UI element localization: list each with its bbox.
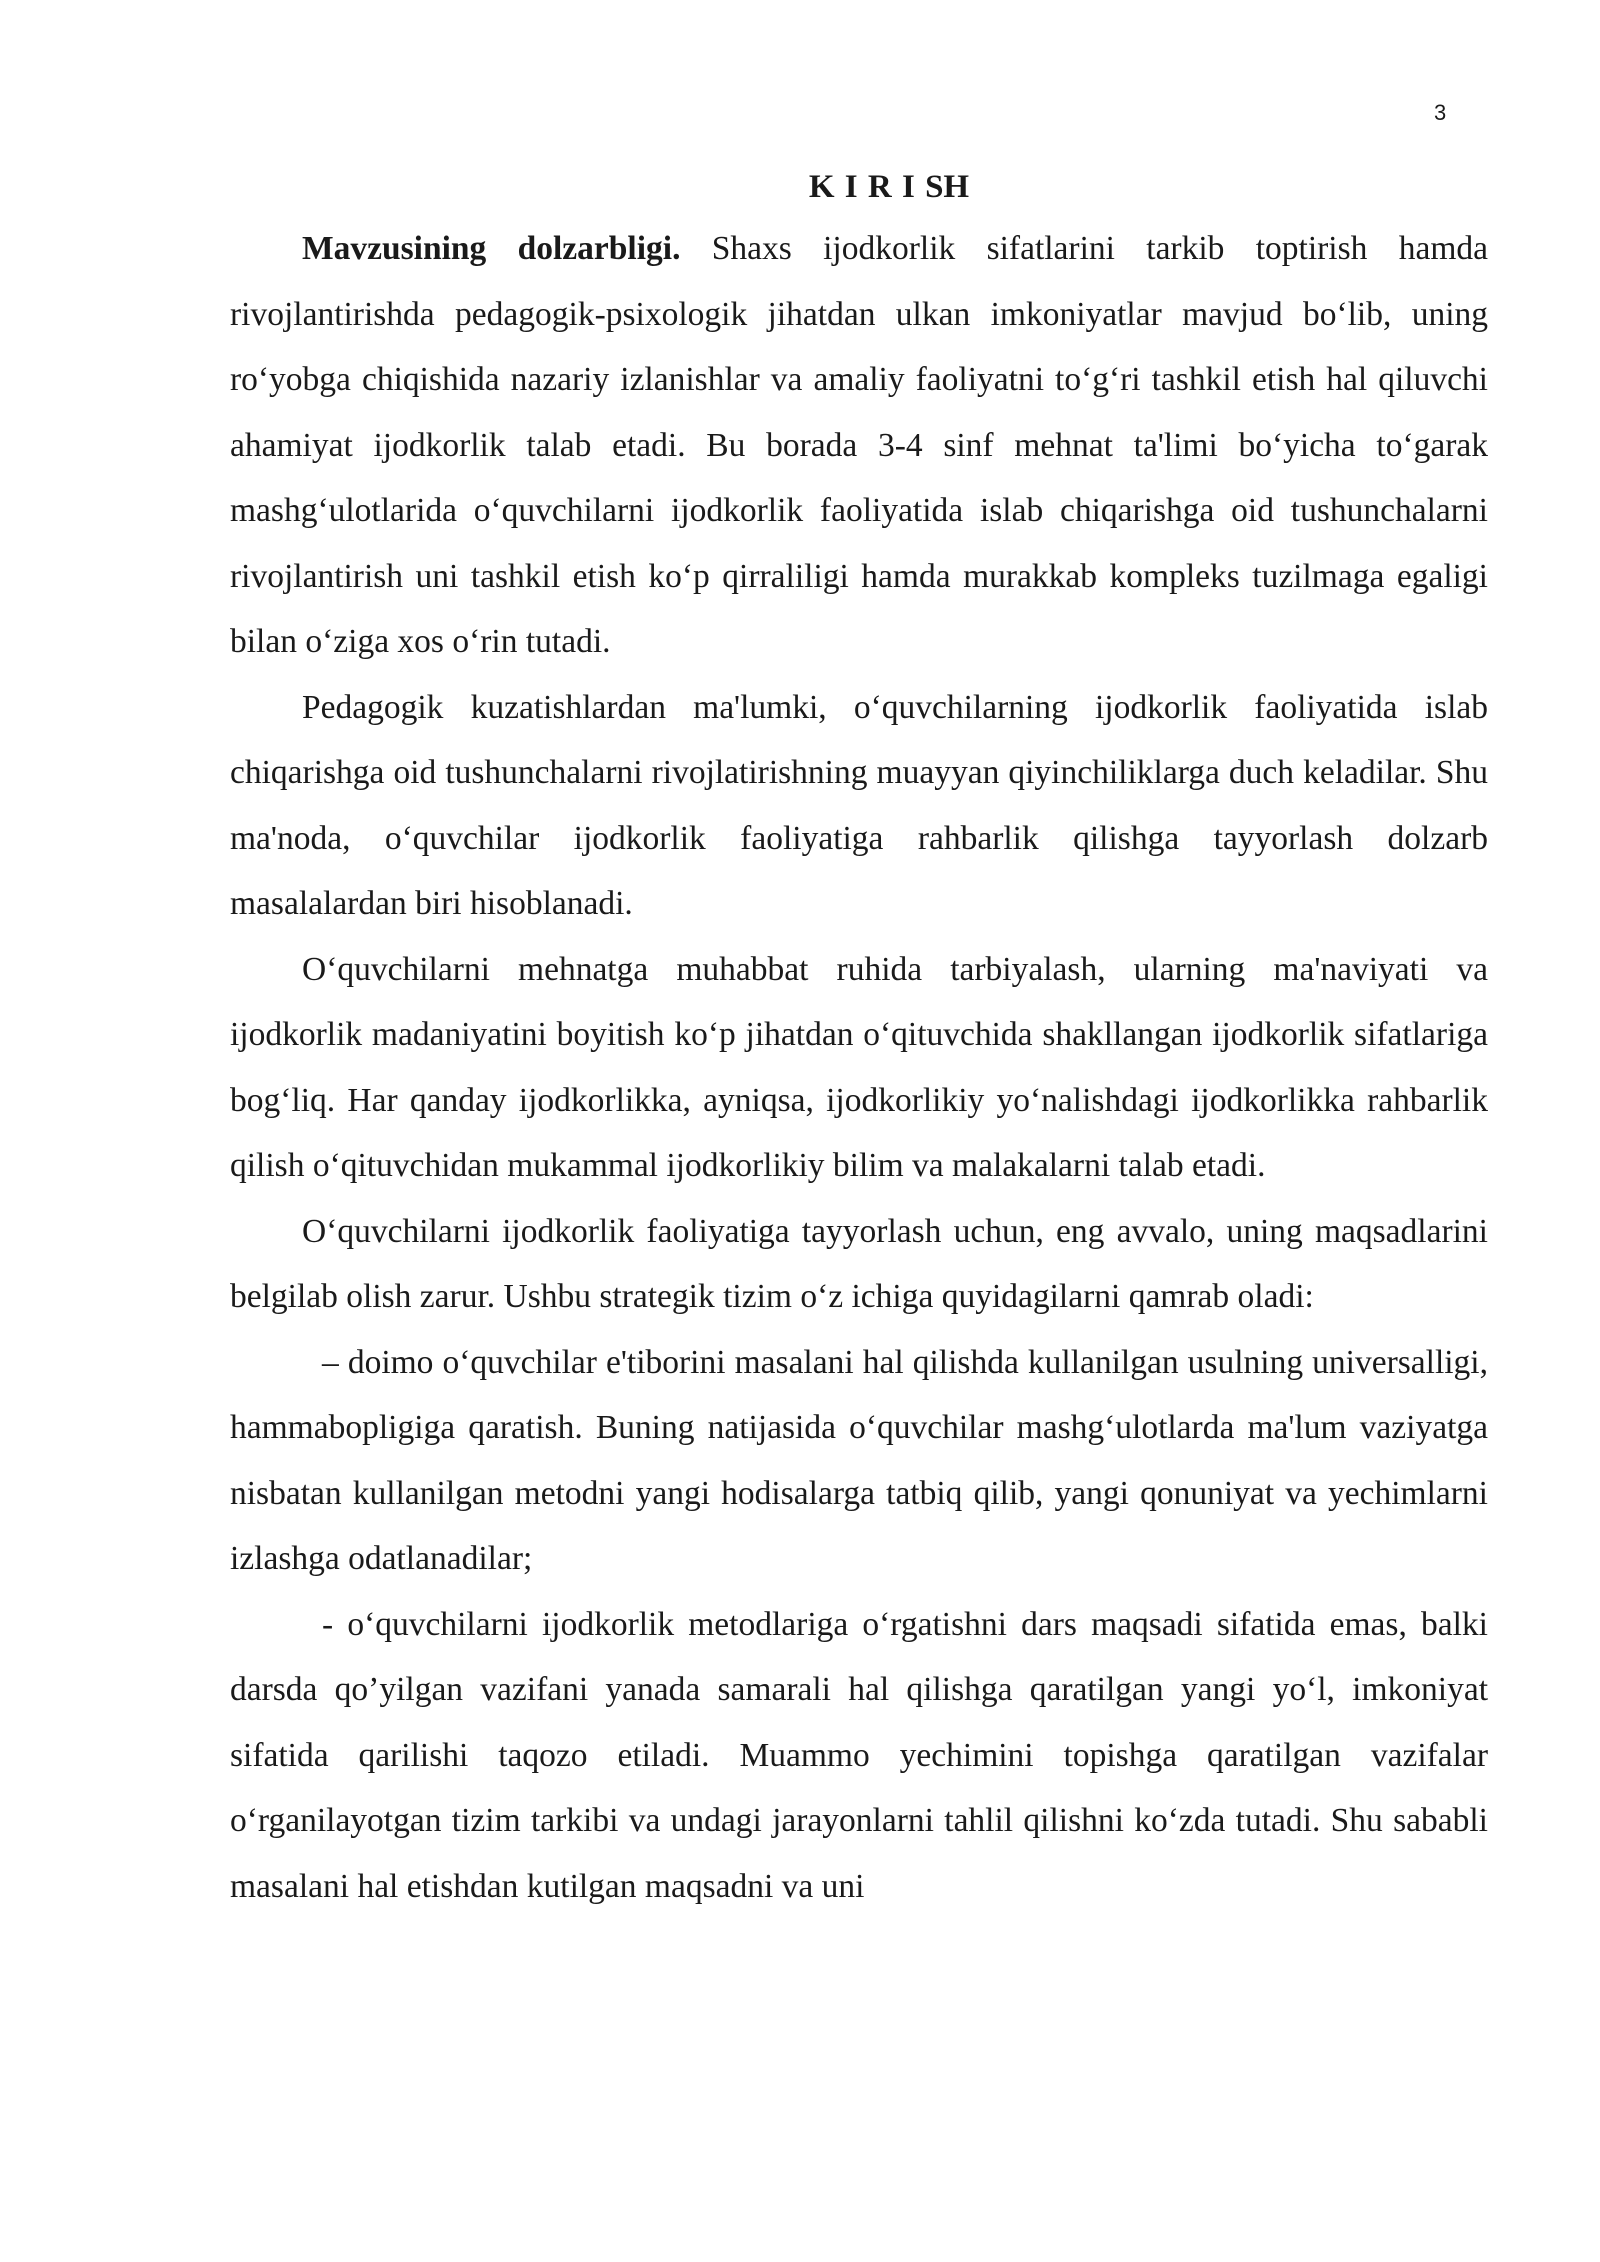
list-item: - o‘quvchilarni ijodkorlik metodlariga o‘rgatishni dars maqsadi sifatida emas, balki darsda qo’yilgan vazifani yanada samarali hal qilishga qaratilgan yangi yo‘l, imkoniyat sifatida qarilishi taqozo etiladi. Muammo yechimini topishga qaratilgan vazifalar o‘rganilayotgan tizim tarkibi va undagi jarayonlarni tahlil qilishni ko‘zda tutadi. Shu sababli masalani hal etishdan kutilgan maqsadni va uni xyxy=(230,1605,1488,1905)
document-page xyxy=(230,166,1488,1919)
paragraph-education: O‘quvchilarni mehnatga muhabbat ruhida tarbiyalash, ularning ma'naviyati va ijodkorlik madaniyatini boyitish ko‘p jihatdan o‘qituvchida shakllangan ijodkorlik sifatlariga bog‘liq. Har qanday ijodkorlikka, ayniqsa, ijodkorlikiy yo‘nalishdagi ijodkorlikka rahbarlik qilish o‘qituvchidan mukammal ijodkorlikiy bilim va malakalarni talab etadi. xyxy=(230,950,1488,1184)
list-item: – doimo o‘quvchilar e'tiborini masalani hal qilishda kullanilgan usulning universalligi, hammabopligiga qaratish. Buning natijasida o‘quvchilar mashg‘ulotlarda ma'lum vaziyatga nisbatan kullanilgan metodni yangi hodisalarga tatbiq qilib, yangi qonuniyat va yechimlarni izlashga odatlanadilar; xyxy=(230,1343,1488,1577)
page-number: 3 xyxy=(1434,100,1447,125)
paragraph-preparation: O‘quvchilarni ijodkorlik faoliyatiga tayyorlash uchun, eng avvalo, uning maqsadlarini belgilab olish zarur. Ushbu strategik tizim o‘z ichiga quyidagilarni qamrab oladi: xyxy=(230,1212,1488,1315)
intro-paragraph xyxy=(230,216,1488,675)
section-heading: K I R I SH xyxy=(808,169,970,205)
intro-lead: Mavzusining dolzarbligi. xyxy=(302,230,681,267)
paragraph-observations: Pedagogik kuzatishlardan ma'lumki, o‘quvchilarning ijodkorlik faoliyatida islab chiqarishga oid tushunchalarni rivojlatirishning muayyan qiyinchiliklarga duch keladilar. Shu ma'noda, o‘quvchilar ijodkorlik faoliyatiga rahbarlik qilishga tayyorlash dolzarb masalalardan biri hisoblanadi. xyxy=(230,688,1488,922)
intro-text: Shaxs ijodkorlik sifatlarini tarkib toptirish hamda rivojlantirishda pedagogik-psixologik jihatdan ulkan imkoniyatlar mavjud bo‘lib, uning ro‘yobga chiqishida nazariy izlanishlar va amaliy faoliyatni to‘g‘ri tashkil etish hal qiluvchi ahamiyat ijodkorlik talab etadi. Bu borada 3-4 sinf mehnat ta'limi bo‘yicha to‘garak mashg‘ulotlarida o‘quvchilarni ijodkorlik faoliyatida islab chiqarishga oid tushunchalarni rivojlantirish uni tashkil etish ko‘p qirraliligi hamda murakkab kompleks tuzilmaga egaligi bilan o‘ziga xos o‘rin tutadi. xyxy=(230,230,1488,660)
